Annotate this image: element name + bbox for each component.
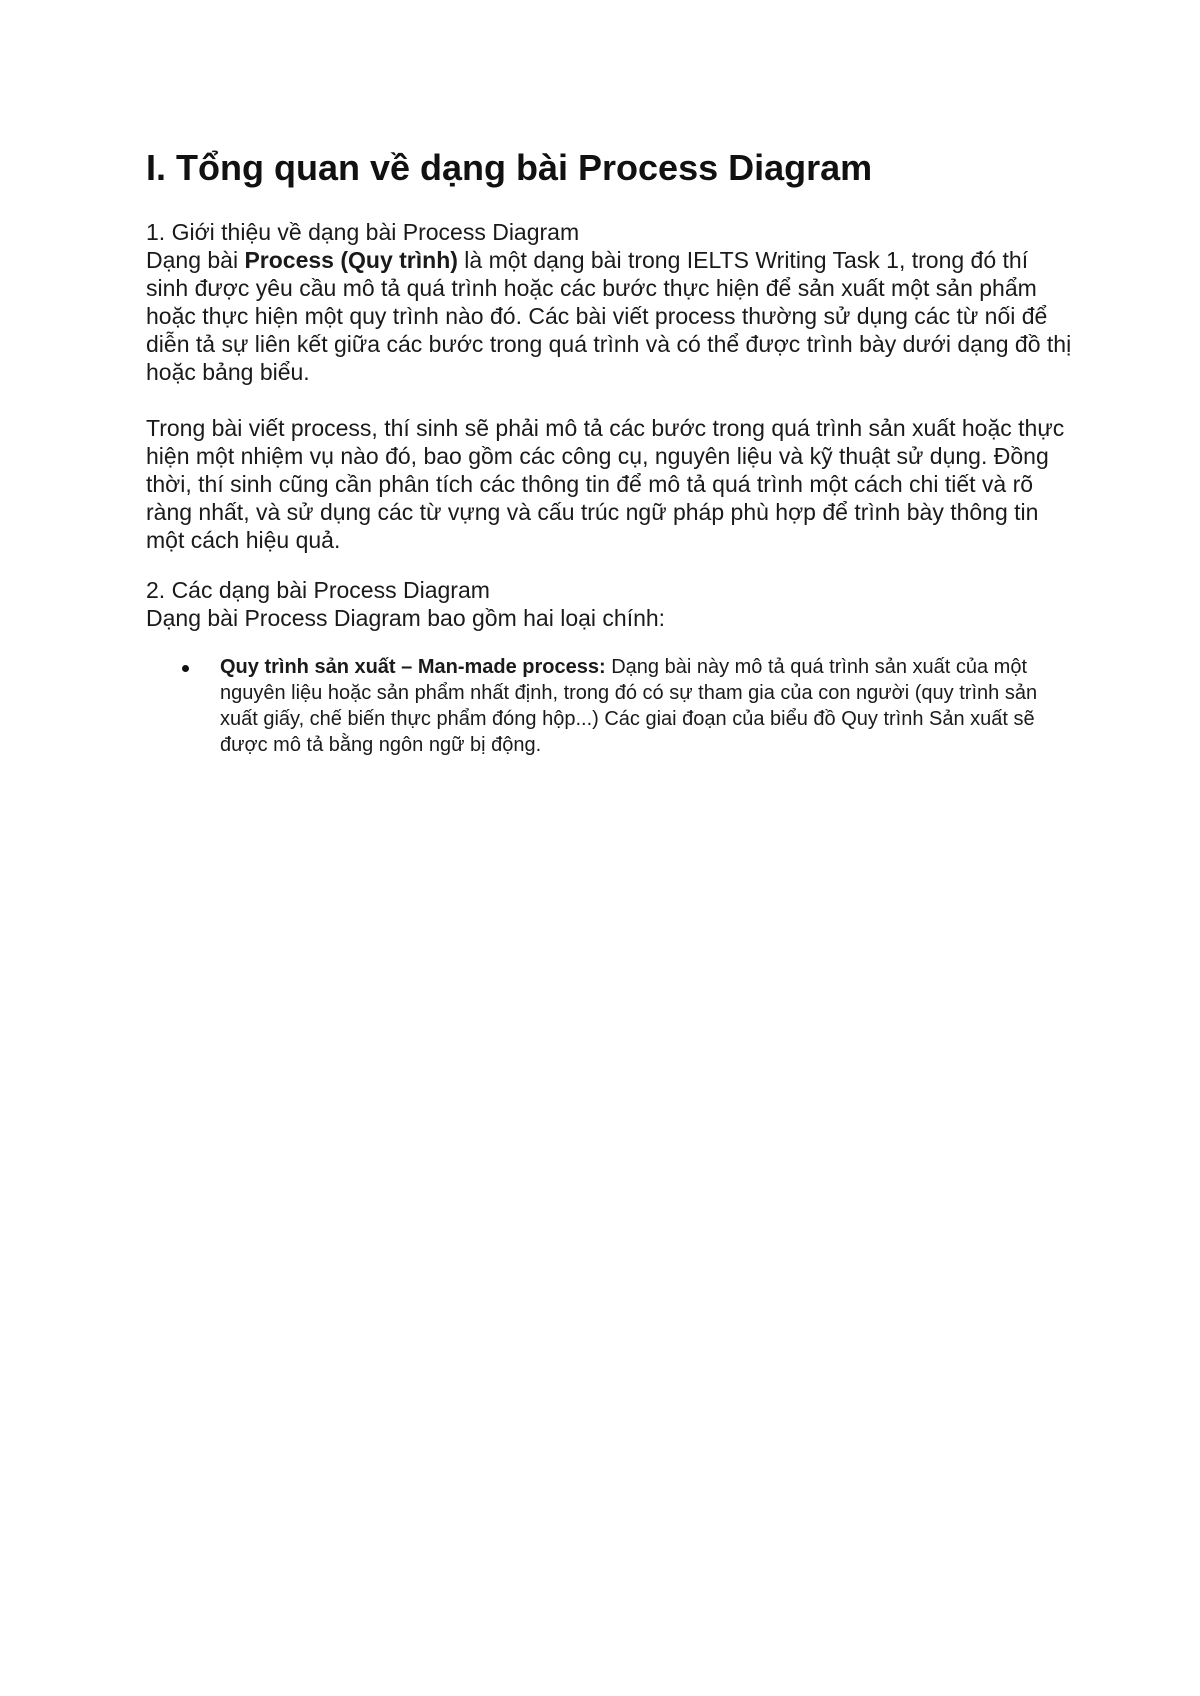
list-item-title: Quy trình sản xuất – Man-made process: bbox=[220, 656, 606, 678]
document-page bbox=[146, 140, 1076, 758]
intro-bold-term: Process (Quy trình) bbox=[244, 247, 458, 273]
intro-lead-text: Dạng bài bbox=[146, 247, 245, 273]
types-bullet-list bbox=[146, 654, 1076, 758]
list-item-text: Dạng bài này mô tả quá trình sản xuất của một nguyên liệu hoặc sản phẩm nhất định, trong đó có sự tham gia của con người (quy trình sản xuất giấy, chế biến thực phẩm đóng hộp...) Các giai đoạn của biểu đồ Quy trình Sản xuất sẽ được mô tả bằng ngôn ngữ bị động. bbox=[220, 656, 1038, 756]
details-paragraph: Trong bài viết process, thí sinh sẽ phải mô tả các bước trong quá trình sản xuất hoặc thực hiện một nhiệm vụ nào đó, bao gồm các công cụ, nguyên liệu và kỹ thuật sử dụng. Đồng thời, thí sinh cũng cần phân tích các thông tin để mô tả quá trình một cách chi tiết và rõ ràng nhất, và sử dụng các từ vựng và cấu trúc ngữ pháp phù hợp để trình bày thông tin một cách hiệu quả. bbox=[146, 415, 1065, 553]
intro-paragraph bbox=[146, 246, 1076, 386]
page-title: I. Tổng quan về dạng bài Process Diagram bbox=[146, 147, 873, 188]
intro-rest-text: là một dạng bài trong IELTS Writing Task 1, trong đó thí sinh được yêu cầu mô tả quá trình hoặc các bước thực hiện để sản xuất một sản phẩm hoặc thực hiện một quy trình nào đó. Các bài viết process thường sử dụng các từ nối để diễn tả sự liên kết giữa các bước trong quá trình và có thể được trình bày dưới dạng đồ thị hoặc bảng biểu. bbox=[146, 247, 1072, 385]
list-item bbox=[146, 654, 1076, 758]
paragraph-spacer bbox=[146, 386, 1076, 414]
types-intro-paragraph: Dạng bài Process Diagram bao gồm hai loại chính: bbox=[146, 605, 666, 631]
section-heading-intro: 1. Giới thiệu về dạng bài Process Diagram bbox=[146, 219, 580, 245]
bullet-dot-icon bbox=[182, 665, 189, 672]
section-heading-types: 2. Các dạng bài Process Diagram bbox=[146, 577, 490, 603]
